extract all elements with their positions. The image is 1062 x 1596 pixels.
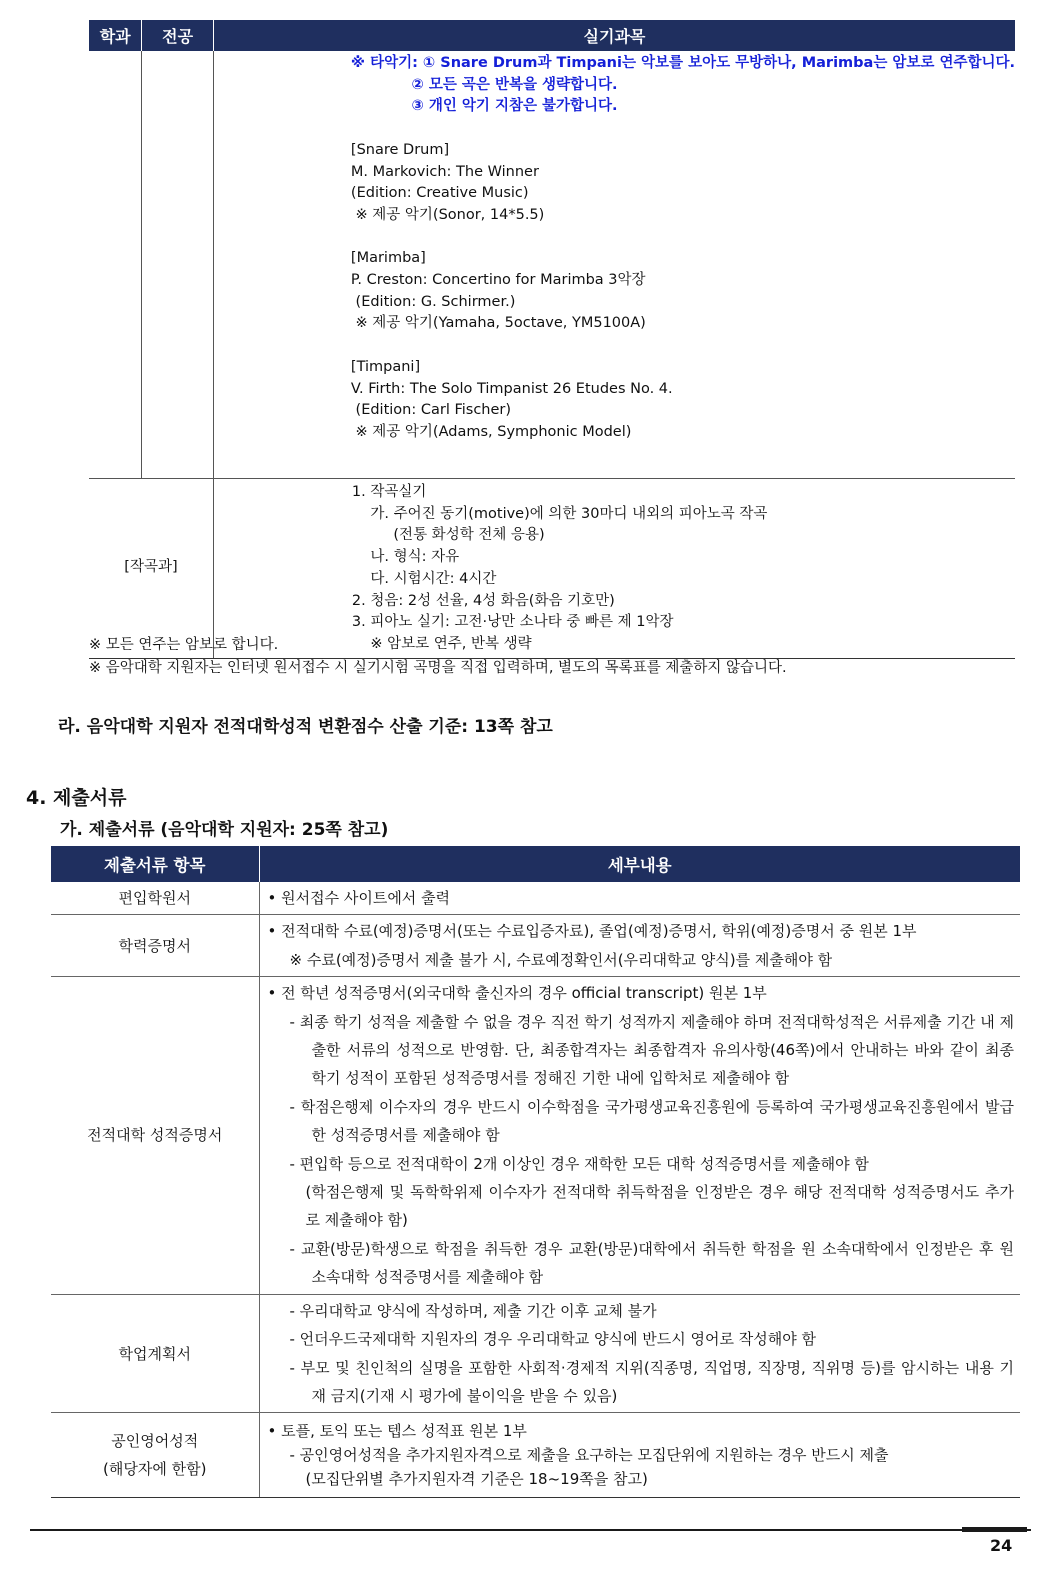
doc-details [259, 882, 1020, 915]
doc-item-label: 편입학원서 [51, 882, 259, 915]
header-doc-item: 제출서류 항목 [51, 846, 259, 882]
composition-line: 다. 시험시간: 4시간 [351, 570, 497, 587]
detail-line: - 학점은행제 이수자의 경우 반드시 이수학점을 국가평생교육진흥원에 등록하여 국가평생교육진흥원에서 발급한 성적증명서를 제출해야 함 [289, 1097, 1014, 1145]
note-online-entry: ※ 음악대학 지원자는 인터넷 원서접수 시 실기시험 곡명을 직접 입력하며, 별도의 목록표를 제출하지 않습니다. [89, 660, 787, 676]
doc-details [259, 1294, 1020, 1413]
section-title: 4. 제출서류 [26, 787, 127, 809]
detail-line: • 전 학년 성적증명서(외국대학 출신자의 경우 official transcript) 원본 1부 [267, 984, 767, 1003]
piece-line: V. Firth: The Solo Timpanist 26 Etudes No. 4. [350, 380, 673, 397]
percussion-note: ② 모든 곡은 반복을 생략합니다. [350, 76, 618, 93]
detail-line: - 부모 및 친인척의 실명을 포함한 사회적·경제적 지위(직종명, 직업명, 직장명, 직위명 등)를 암시하는 내용 기재 금지(기재 시 평가에 불이익을 받을 수 있음) [289, 1358, 1014, 1405]
doc-item-label-line1: 공인영어성적 [111, 1432, 199, 1451]
page-number: 24 [990, 1536, 1013, 1555]
doc-item-label: 전적대학 성적증명서 [51, 977, 259, 1294]
piece-line: (Edition: Creative Music) [350, 185, 529, 202]
note-memorize: ※ 모든 연주는 암보로 합니다. [89, 637, 279, 653]
piece-line: [Timpani] [350, 358, 421, 375]
composition-dept-label: [작곡과] [89, 479, 213, 659]
composition-line: 나. 형식: 자유 [351, 549, 460, 566]
piece-line: [Snare Drum] [350, 141, 450, 158]
doc-item-label [51, 1413, 259, 1498]
doc-item-label: 학력증명서 [51, 915, 259, 977]
table-row [51, 915, 1020, 977]
percussion-content [213, 51, 1015, 478]
major-cell-empty [142, 51, 214, 479]
composition-cell [213, 479, 1015, 659]
doc-details [259, 1413, 1020, 1498]
detail-line: • 원서접수 사이트에서 출력 [267, 889, 451, 907]
piece-line: M. Markovich: The Winner [350, 163, 539, 180]
doc-item-label: 학업계획서 [51, 1294, 259, 1413]
header-exam-subjects: 실기과목 [213, 20, 1015, 51]
detail-line: - 공인영어성적을 추가지원자격으로 제출을 요구하는 모집단위에 지원하는 경우 반드시 제출 [289, 1446, 889, 1465]
table-row [51, 882, 1020, 915]
subheading-ga: 가. 제출서류 (음악대학 지원자: 25쪽 참고) [60, 820, 389, 840]
doc-item-label-line2: (해당자에 한함) [103, 1460, 207, 1479]
composition-line: 3. 피아노 실기: 고전·낭만 소나타 중 빠른 제 1악장 [351, 614, 674, 631]
doc-details [259, 977, 1020, 1294]
footer-mark [962, 1527, 1027, 1532]
composition-line: (전통 화성학 전체 응용) [351, 527, 545, 544]
detail-line: - 최종 학기 성적을 제출할 수 없을 경우 직전 학기 성적까지 제출해야 하며 전적대학성적은 서류제출 기간 내 제출한 서류의 성적으로 반영함. 단, 최종합격자는 최종합격자 유의사항(46쪽)에서 안내하는 바와 같이 최종 학기 성적이 포함된 성적증명서를 정해진 기한 내에 입학처로 제출해야 함 [289, 1012, 1014, 1088]
detail-line: (학점은행제 및 독학학위제 이수자가 전적대학 취득학점을 인정받은 경우 해당 전적대학 성적증명서도 추가로 제출해야 함) [305, 1183, 1014, 1230]
piece-line: ※ 제공 악기(Yamaha, 5octave, YM5100A) [350, 315, 646, 332]
header-major: 전공 [142, 20, 214, 51]
table-row [51, 1294, 1020, 1413]
piece-line: ※ 제공 악기(Adams, Symphonic Model) [350, 423, 632, 440]
composition-line: 1. 작곡실기 [351, 484, 427, 500]
detail-line: • 토플, 토익 또는 텝스 성적표 원본 1부 [267, 1422, 527, 1441]
composition-line: ※ 암보로 연주, 반복 생략 [351, 635, 532, 652]
subheading-ra: 라. 음악대학 지원자 전적대학성적 변환점수 산출 기준: 13쪽 참고 [58, 717, 553, 737]
dept-cell-empty [89, 51, 142, 479]
footer-rule [30, 1529, 1031, 1531]
practical-exam-table [89, 20, 1015, 659]
detail-line: ※ 수료(예정)증명서 제출 불가 시, 수료예정확인서(우리대학교 양식)를 제출해야 함 [289, 950, 833, 969]
header-dept: 학과 [89, 20, 142, 51]
piece-line: (Edition: Carl Fischer) [350, 402, 512, 419]
piece-line: ※ 제공 악기(Sonor, 14*5.5) [350, 206, 545, 223]
detail-line: - 언더우드국제대학 지원자의 경우 우리대학교 양식에 반드시 영어로 작성해야 함 [289, 1330, 816, 1349]
documents-table [51, 846, 1020, 1498]
table-row [51, 1413, 1020, 1498]
composition-line: 2. 청음: 2성 선율, 4성 화음(화음 기호만) [351, 592, 615, 609]
composition-line: 가. 주어진 동기(motive)에 의한 30마디 내외의 피아노곡 작곡 [351, 505, 768, 522]
detail-line: - 우리대학교 양식에 작성하며, 제출 기간 이후 교체 불가 [289, 1301, 657, 1320]
detail-line: - 편입학 등으로 전적대학이 2개 이상인 경우 재학한 모든 대학 성적증명서를 제출해야 함 [289, 1154, 869, 1173]
piece-line: (Edition: G. Schirmer.) [350, 293, 516, 310]
detail-line: (모집단위별 추가지원자격 기준은 18~19쪽을 참고) [305, 1470, 648, 1489]
table-row [51, 977, 1020, 1294]
piece-line: [Marimba] [350, 250, 426, 267]
percussion-cell [213, 51, 1015, 479]
piece-line: P. Creston: Concertino for Marimba 3악장 [350, 272, 646, 288]
detail-line: • 전적대학 수료(예정)증명서(또는 수료입증자료), 졸업(예정)증명서, 학위(예정)증명서 중 원본 1부 [267, 922, 917, 941]
header-details: 세부내용 [259, 846, 1020, 882]
doc-details [259, 915, 1020, 977]
percussion-note: ※ 타악기: ① Snare Drum과 Timpani는 악보를 보아도 무방하나, Marimba는 암보로 연주합니다. [350, 55, 1015, 71]
detail-line: - 교환(방문)학생으로 학점을 취득한 경우 교환(방문)대학에서 취득한 학점을 원 소속대학에서 인정받은 후 원 소속대학 성적증명서를 제출해야 함 [289, 1239, 1014, 1287]
percussion-note: ③ 개인 악기 지참은 불가합니다. [350, 98, 618, 115]
